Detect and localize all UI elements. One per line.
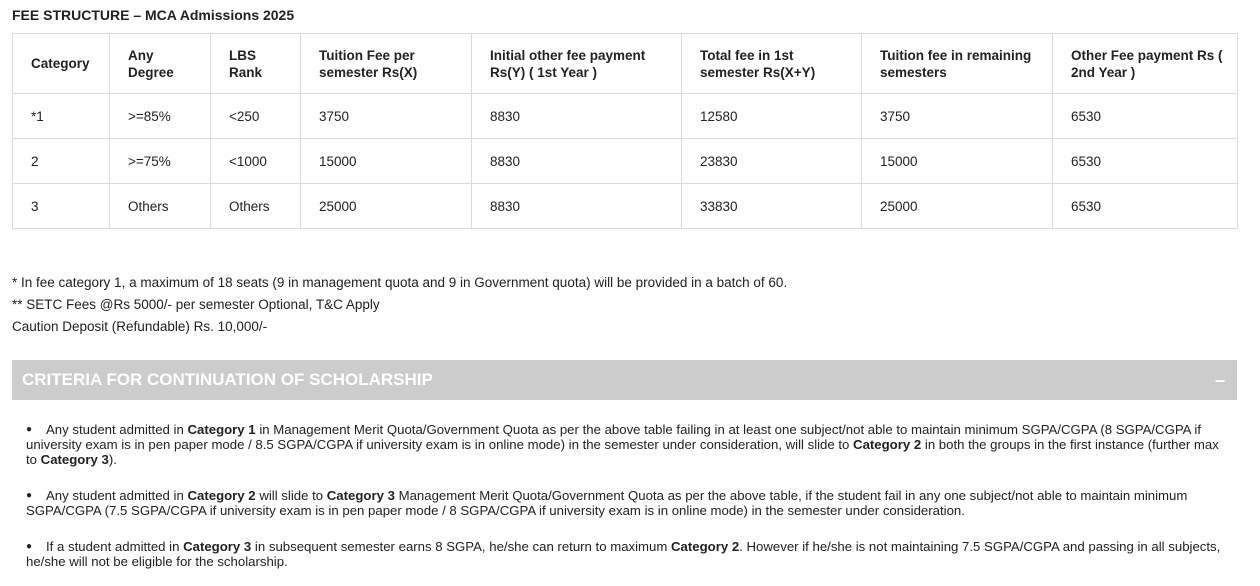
table-cell: <250 (211, 94, 301, 139)
note-caution-deposit: Caution Deposit (Refundable) Rs. 10,000/- (12, 319, 268, 334)
column-header: Category (13, 34, 110, 94)
table-row (13, 139, 1238, 184)
list-item (26, 539, 1226, 569)
table-cell: <1000 (211, 139, 301, 184)
table-cell: 3 (13, 184, 110, 229)
criteria-bold: Category 2 (853, 437, 922, 452)
table-cell: Others (110, 184, 211, 229)
table-cell: 8830 (472, 94, 682, 139)
table-cell: 8830 (472, 139, 682, 184)
column-header: LBS Rank (211, 34, 301, 94)
table-header-row (13, 34, 1238, 94)
column-header: Tuition fee in remaining semesters (862, 34, 1053, 94)
table-row (13, 94, 1238, 139)
table-cell: 6530 (1053, 139, 1238, 184)
table-cell: 23830 (682, 139, 862, 184)
table-cell: 15000 (862, 139, 1053, 184)
criteria-text: in subsequent semester earns 8 SGPA, he/she can return to maximum (251, 539, 672, 554)
list-item (26, 488, 1226, 518)
note-category-1-seats: * In fee category 1, a maximum of 18 seats (9 in management quota and 9 in Government quota) will be provided in a batch of 60. (12, 275, 788, 290)
table-cell: >=85% (110, 94, 211, 139)
criteria-text: in Management Merit Quota/Government Quota as per the above table failing in at least one subject/not able to maintain minimum SGPA/CGPA (8 SGPA/CGPA if university exam is in pen paper mode / 8.5 SGPA/CGPA if university exam is in online mode) in the semester under consideration, will slide to (26, 422, 1201, 452)
column-header: Tuition Fee per semester Rs(X) (301, 34, 472, 94)
bullet-icon: ● (26, 541, 33, 552)
column-header: Initial other fee payment Rs(Y) ( 1st Year ) (472, 34, 682, 94)
table-cell: 25000 (301, 184, 472, 229)
page-title: FEE STRUCTURE – MCA Admissions 2025 (12, 7, 295, 23)
criteria-text: . However if he/she is not maintaining 7.5 SGPA/CGPA and passing in all subjects, he/she will not be eligible for the scholarship. (26, 539, 1221, 569)
table-cell: 12580 (682, 94, 862, 139)
table-cell: 2 (13, 139, 110, 184)
fee-table (12, 33, 1238, 229)
table-cell: Others (211, 184, 301, 229)
criteria-text: ). (108, 452, 117, 467)
collapse-icon[interactable]: – (1214, 370, 1225, 390)
table-cell: >=75% (110, 139, 211, 184)
accordion-title: CRITERIA FOR CONTINUATION OF SCHOLARSHIP (22, 370, 433, 389)
note-setc-fees: ** SETC Fees @Rs 5000/- per semester Optional, T&C Apply (12, 297, 380, 312)
fee-notes (12, 272, 787, 338)
table-cell: 6530 (1053, 94, 1238, 139)
criteria-text: Management Merit Quota/Government Quota as per the above table, if the student fail in any one subject/not able to maintain minimum SGPA/CGPA (7.5 SGPA/CGPA if university exam is in pen paper mode / 8 SGPA/CGPA if university exam is in online mode) in the semester under consideration. (26, 488, 1188, 518)
criteria-text: Any student admitted in (46, 422, 188, 437)
page-content (12, 0, 1237, 569)
table-cell: 25000 (862, 184, 1053, 229)
criteria-bold: Category 3 (326, 488, 395, 503)
criteria-bold: Category 2 (187, 488, 256, 503)
table-cell: 6530 (1053, 184, 1238, 229)
criteria-text: Any student admitted in (46, 488, 188, 503)
bullet-icon: ● (26, 490, 33, 501)
bullet-icon: ● (26, 424, 33, 435)
criteria-bold: Category 3 (183, 539, 252, 554)
table-cell: *1 (13, 94, 110, 139)
criteria-text: will slide to (255, 488, 327, 503)
table-cell: 3750 (862, 94, 1053, 139)
list-item (26, 422, 1226, 467)
column-header: Total fee in 1st semester Rs(X+Y) (682, 34, 862, 94)
scholarship-criteria-list (26, 422, 1226, 569)
column-header: Other Fee payment Rs ( 2nd Year ) (1053, 34, 1238, 94)
column-header: Any Degree (110, 34, 211, 94)
table-cell: 8830 (472, 184, 682, 229)
criteria-text: in both the groups in the first instance (further max to (26, 437, 1219, 467)
scholarship-accordion-header[interactable] (12, 360, 1237, 400)
criteria-bold: Category 1 (187, 422, 256, 437)
criteria-bold: Category 3 (40, 452, 109, 467)
table-cell: 33830 (682, 184, 862, 229)
criteria-text: If a student admitted in (46, 539, 184, 554)
table-cell: 3750 (301, 94, 472, 139)
table-cell: 15000 (301, 139, 472, 184)
criteria-bold: Category 2 (671, 539, 740, 554)
table-row (13, 184, 1238, 229)
